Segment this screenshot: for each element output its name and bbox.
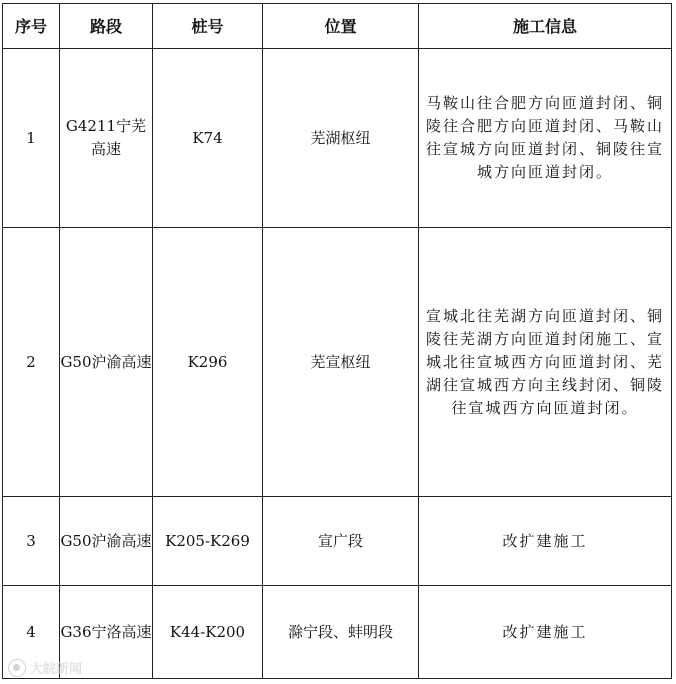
location-cell: 芜湖枢纽 (263, 49, 419, 228)
construction-info-table (2, 3, 672, 679)
road-cell: G50沪渝高速 (60, 228, 153, 497)
seq-cell: 2 (3, 228, 60, 497)
location-cell: 宣广段 (263, 497, 419, 586)
info-cell: 改扩建施工 (419, 497, 672, 586)
table-row (3, 49, 672, 228)
info-cell: 宣城北往芜湖方向匝道封闭、铜陵往芜湖方向匝道封闭施工、宣城北往宣城西方向匝道封闭、芜湖往宣城西方向主线封闭、铜陵往宣城西方向匝道封闭。 (419, 228, 672, 497)
watermark-text: 大皖新闻 (30, 662, 83, 677)
seq-cell: 4 (3, 586, 60, 679)
stake-cell: K296 (153, 228, 263, 497)
info-cell: 马鞍山往合肥方向匝道封闭、铜陵往合肥方向匝道封闭、马鞍山往宣城方向匝道封闭、铜陵往宣城方向匝道封闭。 (419, 49, 672, 228)
header-info: 施工信息 (419, 4, 672, 49)
camera-logo-icon (8, 659, 26, 677)
watermark (8, 658, 82, 677)
road-cell: G36宁洛高速 (60, 586, 153, 679)
table-row (3, 228, 672, 497)
seq-cell: 1 (3, 49, 60, 228)
header-road: 路段 (60, 4, 153, 49)
road-cell: G4211宁芜高速 (60, 49, 153, 228)
stake-cell: K74 (153, 49, 263, 228)
seq-cell: 3 (3, 497, 60, 586)
info-cell: 改扩建施工 (419, 586, 672, 679)
header-seq: 序号 (3, 4, 60, 49)
location-cell: 芜宣枢纽 (263, 228, 419, 497)
table-row (3, 497, 672, 586)
stake-cell: K44-K200 (153, 586, 263, 679)
header-stake: 桩号 (153, 4, 263, 49)
road-cell: G50沪渝高速 (60, 497, 153, 586)
header-location: 位置 (263, 4, 419, 49)
location-cell: 滁宁段、蚌明段 (263, 586, 419, 679)
table-header-row (3, 4, 672, 49)
stake-cell: K205-K269 (153, 497, 263, 586)
table-row (3, 586, 672, 679)
